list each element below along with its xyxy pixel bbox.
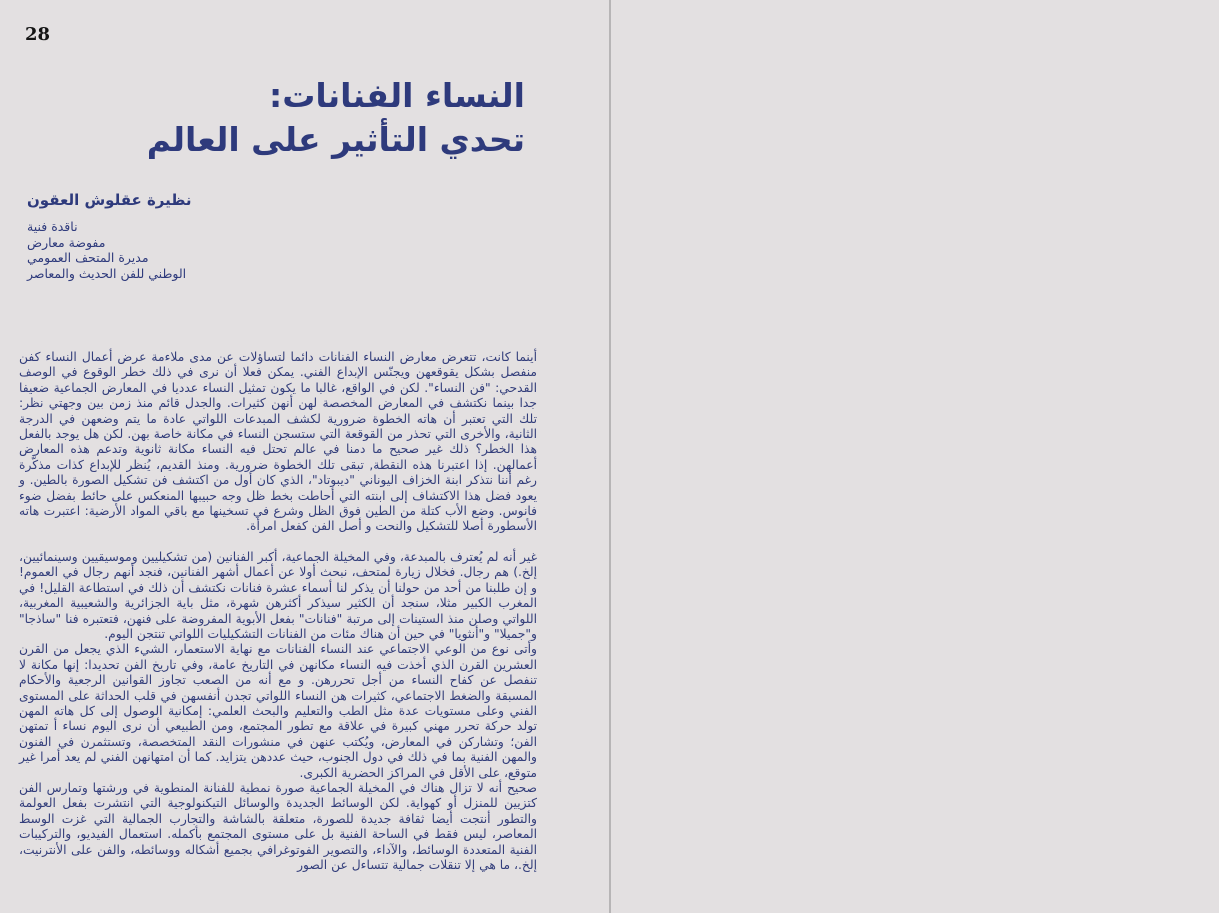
author-role-art-critic: ناقدة فنية <box>27 219 78 234</box>
author-role-exhibition-curator: مفوضة معارض <box>27 234 106 250</box>
body-paragraph-2: غير أنه لم يُعترف بالمبدعة، وفي المخيلة الجماعية، أكبر الفنانين (من تشكيليين وموسيقيين وسينمائيين، إلخ.) هم رجال. فخلال زيارة لمتحف، نبحث أولا عن أعمال أشهر الفنانين، فنجد أنهم رجال في العموم! و إن طلبنا من أحد من حولنا أن يذكر لنا أسماء عشرة فنانات نكتشف أن ذلك في استطاعة القليل! في المغرب الكبير مثلا، سنجد أن الكثير سيذكر أكثرهن شهرة، مثل باية الجزائرية والشعيبية المغربية، اللواتي وصلن منذ الستينات إلى مرتبة "فنانات" بفعل الأبوية المفروضة على فنهن، فتعتبره فنا "ساذجا" و"جميلا" و"أنثويا" في حين أن هناك مئات من الفنانات التشكيليات اللواتي تنتجن اليوم. <box>19 549 537 641</box>
author-role-museum-name: الوطني للفن الحديث والمعاصر <box>27 265 187 281</box>
page-number: 28 <box>25 24 51 45</box>
article-title <box>147 74 525 162</box>
body-paragraph-3: وأتى نوع من الوعي الاجتماعي عند النساء الفنانات مع نهاية الاستعمار، الشيء الذي يجعل من القرن العشرين القرن الذي أخذت فيه النساء مكانهن في التاريخ عامة، وفي تاريخ الفن تحديدا: إنها مكانة لا تنفصل عن كفاح النساء من أجل تحررهن. و مع أنه من الصعب تجاوز القوانين الرجعية والأحكام المسبقة والضغط الاجتماعي، كثيرات هن النساء اللواتي تجدن أنفسهن في قلب الحداثة على المستوى الفني وعلى مستويات عدة مثل الطب والتعليم والبحث العلمي: إمكانية الوصول إلى كل هاته المهن تولد حركة تحرر مهني كبيرة في علاقة مع تطور المجتمع، ومن الطبيعي أن نرى اليوم نساء أ تمتهن الفن؛ وتشاركن في المعارض، ويُكتب عنهن في منشورات النقد المتخصصة، وتستثمرن في الفنون والمهن الفنية بما في ذلك في دول الجنوب، حيث عددهن يتزايد. كما أن امتهانهن الفني لم يعد أمرا غير متوقع، على الأقل في المراكز الحضرية الكبرى. <box>19 642 537 780</box>
body-paragraph-1: أينما كانت، تتعرض معارض النساء الفنانات دائما لتساؤلات عن مدى ملاءمة عرض أعمال النساء كفن منفصل بشكل يقوقعهن ويجنّس الإبداع الفني. يمكن فعلا أن نرى في ذلك خطر الوقوع في الوصف القدحي: "فن النساء". لكن في الواقع، غالبا ما يكون تمثيل النساء عدديا في المعارض الجماعية ضعيفا جدا بينما نكتشف في المعارض المخصصة لهن أنهن كثيرات. والجدل قائم منذ زمن بين وجهتي نظر: تلك التي تعتبر أن هاته الخطوة ضرورية لكشف المبدعات اللواتي عادة ما يتم وضعهن في الدرجة الثانية، والأخرى التي تحذر من القوقعة التي ستسجن النساء في مكانة خاصة بهن. لكن هل يوجد بالفعل هذا الخطر؟ ذلك غير صحيح ما دمنا في عالم تحتل فيه النساء مكانة ثانوية وتدعم هذه المعارض أعمالهن. إذا اعتبرنا هذه النقطة, تبقى تلك الخطوة ضرورية. ومنذ القديم، يُنظر للإبداع كذات مذكَّرة رغم أننا نتذكر ابنة الخزاف اليوناني "ديبوتاد"، الذي كان أول من اكتشف فن تشكيل الصورة بالطين. و يعود فضل هذا الاكتشاف إلى ابنته التي أحاطت بخط ظل وجه حبيبها المنعكس على حائط بفضل ضوء فانوس. وضع الأب كتلة من الطين فوق الظل وشرع في تسخينها مع باقي المواد الأرضية: اعتبرت هاته الأسطورة أصلا للتشكيل والنحت و أصل الفن كفعل امرأة. <box>19 350 537 534</box>
article-title-line-1: النساء الفنانات: <box>269 76 525 115</box>
body-paragraph-4: صحيح أنه لا تزال هناك في المخيلة الجماعية صورة نمطية للفنانة المنطوية في ورشتها وتمارس الفن كتزيين للمنزل أو كهواية. لكن الوسائط الجديدة والوسائل التيكنولوجية التي انتشرت بفعل العولمة والتطور أنتجت أيضا ثقافة جديدة للصورة، متعلقة بالشاشة والتجارب الجمالية التي غزت الوسط المعاصر، ليس فقط في الساحة الفنية بل على مستوى المجتمع بأكمله. استعمال الفيديو، والتركيبات الفنية المتعددة الوسائط، والآداء، والتصوير الفوتوغرافي بجميع أشكاله ووسائطه، والفن على الأنترنيت، إلخ.، ما هي إلا تنقلات جمالية تتساءل عن الصور <box>19 780 537 872</box>
author-name: نظيرة عقلوش العقون <box>27 191 192 209</box>
article-body <box>19 350 537 873</box>
author-block <box>27 190 192 281</box>
author-role-museum-director: مديرة المتحف العمومي <box>27 250 149 265</box>
left-page <box>0 0 609 913</box>
right-page-blank <box>611 0 1219 913</box>
article-title-line-2: تحدي التأثير على العالم <box>146 120 525 159</box>
